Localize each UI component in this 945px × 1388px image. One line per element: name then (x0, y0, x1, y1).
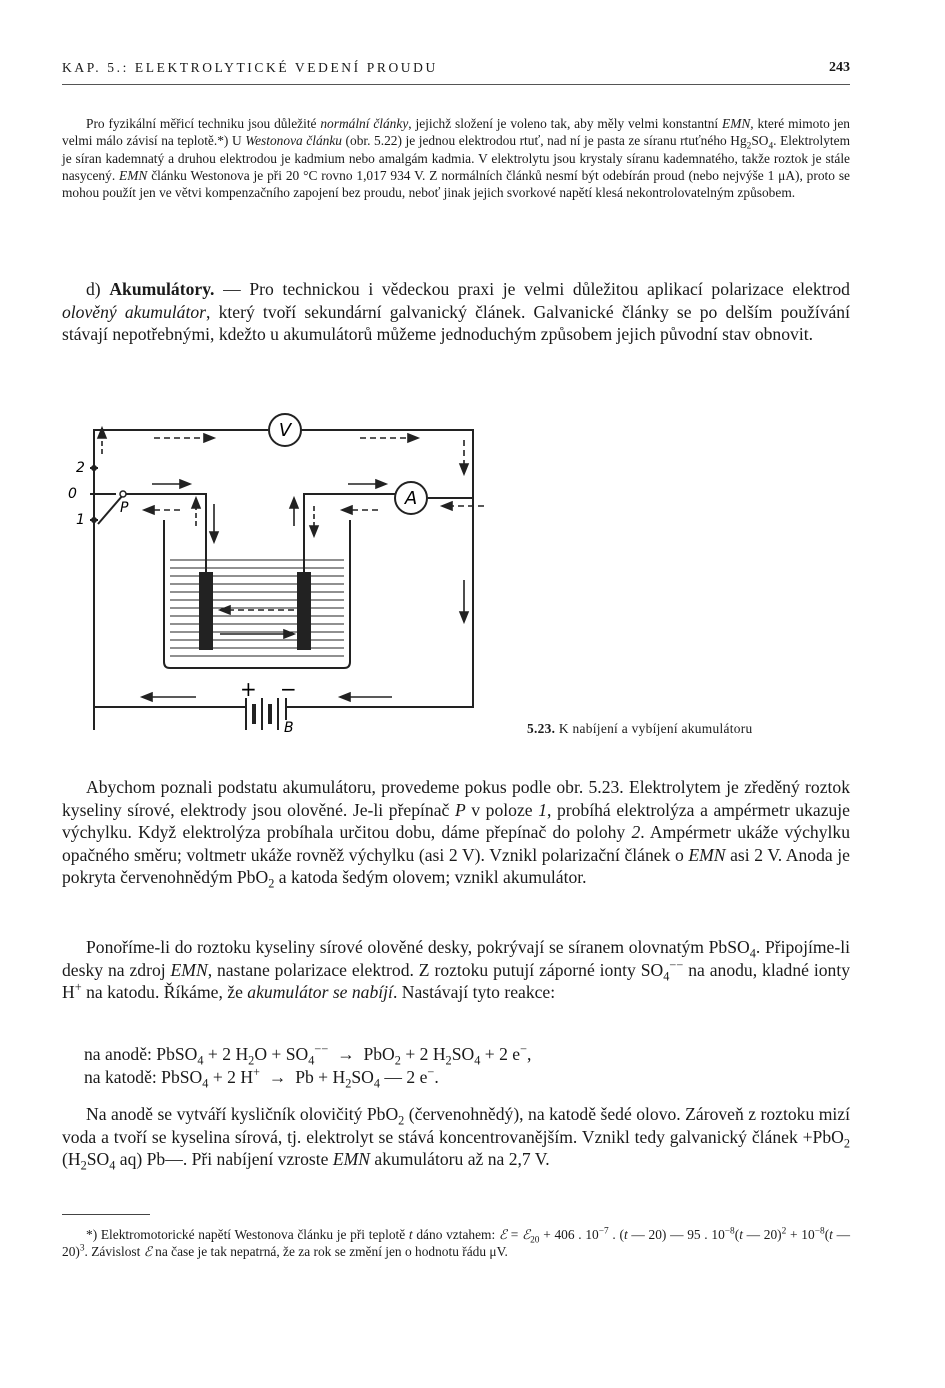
figure-caption: 5.23. K nabíjení a vybíjení akumulátoru (527, 721, 753, 736)
battery-label: B (284, 720, 294, 736)
running-head: KAP. 5.: ELEKTROLYTICKÉ VEDENÍ PROUDU (62, 60, 438, 75)
battery-minus-label: − (280, 677, 297, 701)
paragraph-experiment: Abychom poznali podstatu akumulátoru, provedeme pokus podle obr. 5.23. Elektrolytem je zředěný roztok kyseliny sírové, elektrody jsou olověné. Je-li přepínač P v poloze 1, probíhá elektrolýza a ampérmetr ukazuje výchylku. Když elektrolýza probíhala určitou dobu, dáme přepínač do polohy 2. Ampérmetr ukáže výchylku opačného směru; voltmetr ukáže rovněž výchylku (asi 2 V). Vznikl polarizační článek o EMN asi 2 V. Anoda je pokryta červenohnědým PbO$_2$ a katoda šedým olovem; vznikl akumulátor. (62, 777, 850, 891)
equation-cathode: na katodě: PbSO$_4$ + 2 $H^+ \to Pb + H_2SO_4$ — 2 e−. (84, 1065, 439, 1091)
paragraph-normal-cells: Pro fyzikální měřicí techniku jsou důležité normální články, jejichž složení je voleno tak, aby měly velmi konstantní EMN, které mimoto jen velmi málo závisí na teplotě.*) U Westonova článku (obr. 5.22) je jednou elektrodou rtuť, nad ní je pasta ze síranu rtuťného $Hg_2SO_4$. Elektrolytem je síran kademnatý a druhou elektrodou je kadmium nebo amalgám kadmia. V elektrolytu jsou krystaly síranu kademnatého, takže roztok je stále nasycený. EMN článku Westonova je při 20 °C rovno 1,017 934 V. Z normálních článků nesmí být odebírán proud (nebo nejvýše 1 μA), proto se mohou použít jen ve větvi kompenzačního zapojení bez proudu, neboť jinak jejich svorkové napětí klesá nekontrolovatelným způsobem. (62, 116, 850, 201)
accumulator-circuit-figure (68, 400, 488, 745)
equation-anode: na anodě: PbSO$_4$ + 2 $H_2O + SO_4^{--} \to PbO_2 + 2$ $H_2SO_4 + 2$ e−, (84, 1042, 532, 1068)
section-heading: Akumulátory. (109, 279, 215, 299)
paragraph-charging: Ponoříme-li do roztoku kyseliny sírové olověné desky, pokrývají se síranem olovnatým PbSO$_4$. Připojíme-li desky na zdroj EMN, nastane polarizace elektrod. Z roztoku putují záporné ionty $SO_4^{--}$ na anodu, kladné ionty H+ na katodu. Říkáme, že akumulátor se nabíjí. Nastávají tyto reakce: (62, 937, 851, 1002)
paragraph-accumulators: d) Akumulátory. — Pro technickou i vědeckou praxi je velmi důležitou aplikací polarizace elektrod olověný akumulátor, který tvoří sekundární galvanický článek. Galvanické články se po delším používání stávají nepotřebnými, kdežto u akumulátorů můžeme jednoduchým způsobem jejich původní stav obnovit. (62, 279, 850, 344)
footnote-rule (62, 1214, 150, 1215)
battery-icon (246, 698, 286, 730)
ammeter-label: A (404, 488, 418, 509)
switch-label-2: 2 (76, 460, 85, 476)
electrode-left (199, 572, 213, 650)
voltmeter-label: V (278, 420, 292, 441)
footnote: *) Elektromotorické napětí Westonova článku je při teplotě t dáno vztahem: ℰ = ℰ$_{20}$ + 406 . $10^{-7}$ . (t — 20) — 95 . $10^{-8}(t$ — $20)^2 + 10^{-8}(t$ — 20)$^3$. Závislost ℰ na čase je tak nepatrná, že za rok se změní jen o hodnotu řádu μV. (62, 1226, 850, 1260)
electrolyte-lines (170, 560, 344, 656)
switch-label-1: 1 (76, 512, 85, 528)
wire-bottom-left (94, 707, 246, 720)
wire-top-right (301, 430, 473, 498)
vessel (164, 520, 350, 668)
switch-label-0: 0 (68, 486, 77, 502)
page-number: 243 (829, 60, 850, 75)
electrode-right (297, 572, 311, 650)
page-header (62, 60, 850, 85)
paragraph-result: Na anodě se vytváří kysličník olovičitý PbO$_2$ (červenohnědý), na katodě šedé olovo. Zároveň z roztoku mizí voda a tvoří se kyselina sírová, tj. elektrolyt se stává koncentrovanějším. Vznikl tedy galvanický článek +PbO$_2$ ($H_2SO_4$ aq) Pb—. Při nabíjení vzroste EMN akumulátoru až na 2,7 V. (62, 1104, 850, 1173)
battery-plus-label: + (240, 677, 257, 701)
switch-label-p: P (120, 500, 129, 516)
